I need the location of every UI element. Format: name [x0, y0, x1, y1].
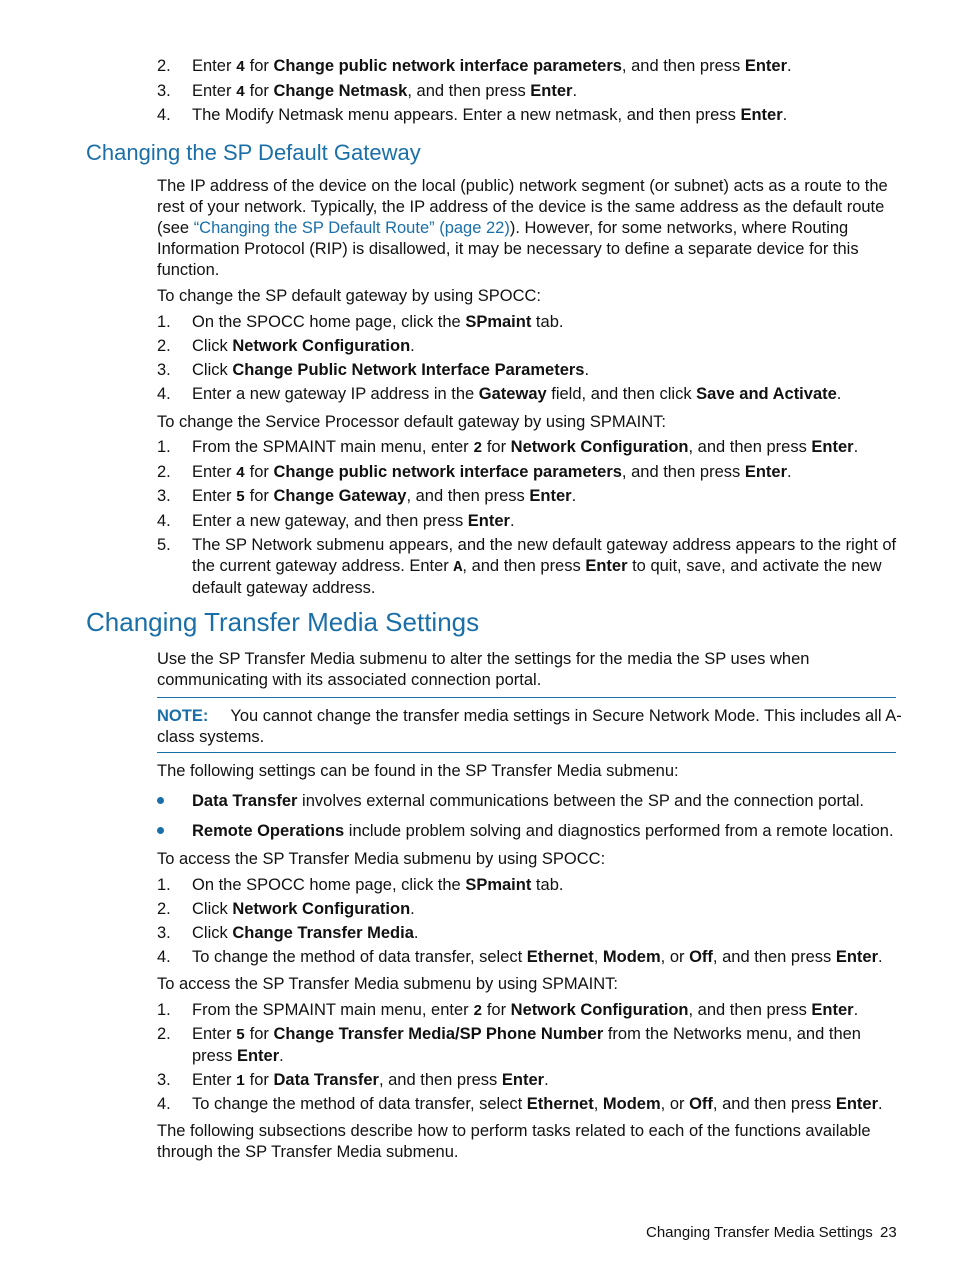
- section-heading: Changing Transfer Media Settings: [86, 607, 480, 637]
- note-top-rule: [157, 697, 896, 698]
- note-bottom-rule: [157, 752, 896, 753]
- paragraph: To access the SP Transfer Media submenu by using SPOCC:: [157, 850, 606, 868]
- paragraph: The following settings can be found in the SP Transfer Media submenu:: [157, 762, 679, 780]
- paragraph: Use the SP Transfer Media submenu to alter the settings for the media the SP uses when communicating with its associated connection portal.: [157, 650, 810, 689]
- cross-reference-link[interactable]: “Changing the SP Default Route” (page 22): [193, 219, 510, 237]
- paragraph: To change the SP default gateway by using SPOCC:: [157, 287, 542, 305]
- paragraph: The following subsections describe how to perform tasks related to each of the functions available through the SP Transfer Media submenu.: [157, 1122, 871, 1161]
- bullet-icon: [157, 827, 164, 834]
- paragraph: To change the Service Processor default gateway by using SPMAINT:: [157, 413, 667, 431]
- footer-title: Changing Transfer Media Settings: [646, 1224, 873, 1241]
- paragraph: To access the SP Transfer Media submenu by using SPMAINT:: [157, 975, 618, 993]
- note: NOTE: You cannot change the transfer media settings in Secure Network Mode. This includes all A-class systems.: [157, 707, 902, 746]
- paragraph: The IP address of the device on the local (public) network segment (or subnet) acts as a route to the rest of your network. Typically, the IP address of the device is the same address as the default route (see “Changing the SP Default Route” (page 22)). However, for some networks, where Routing Information Protocol (RIP) is disallowed, it may be necessary to define a separate device for this function.: [157, 177, 888, 279]
- section-heading: Changing the SP Default Gateway: [86, 140, 421, 165]
- bullet-icon: [157, 797, 164, 804]
- page-number: 23: [880, 1224, 897, 1241]
